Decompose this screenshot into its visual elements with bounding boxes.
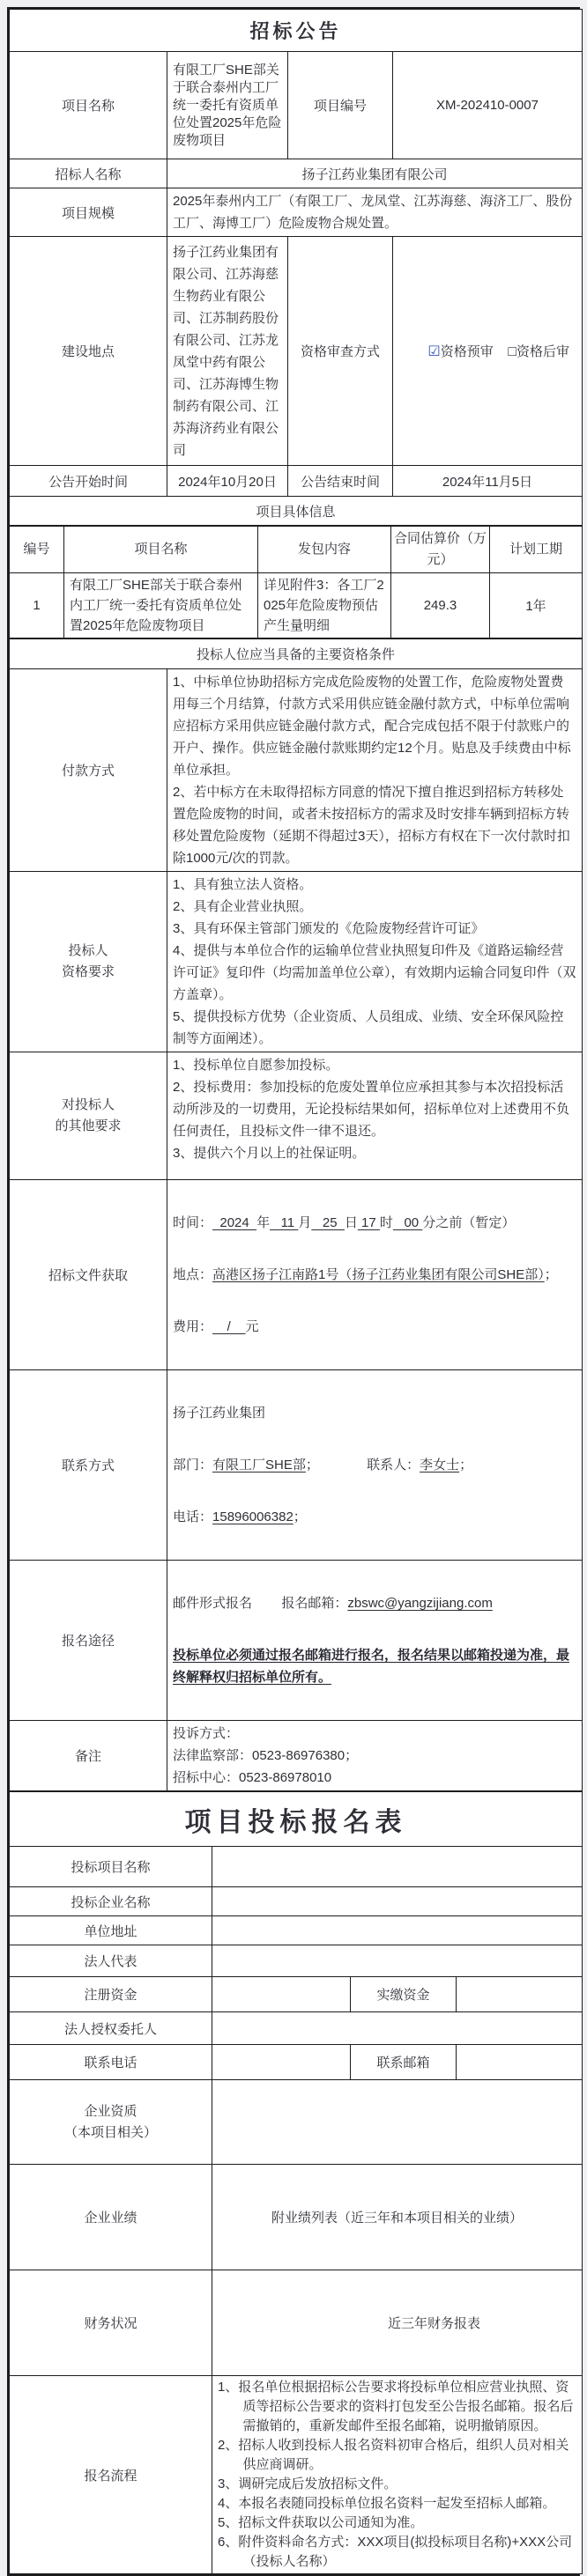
table-row [10, 573, 583, 638]
payment-method-content [167, 669, 583, 872]
project-no-label: 项目编号 [288, 52, 393, 159]
doc-time-day-unit: 日 [344, 1215, 358, 1230]
project-name-label: 项目名称 [10, 52, 167, 159]
company-qualification-label [10, 2080, 212, 2165]
doc-time-month-unit: 月 [298, 1215, 312, 1230]
signup-route-label: 报名途径 [10, 1561, 167, 1721]
signup-process-content [212, 2376, 583, 2574]
legal-rep-value [212, 1945, 583, 1977]
contact-person-tail: ； [459, 1458, 473, 1473]
financial-status-label: 财务状况 [10, 2270, 212, 2376]
other-req-label-line2: 的其他要求 [55, 1118, 122, 1133]
project-no-value: XM-202410-0007 [393, 52, 583, 159]
doc-time-label: 时间： [173, 1215, 213, 1230]
detail-row-duration: 1年 [490, 573, 583, 638]
bid-project-name-value [212, 1847, 583, 1887]
signup-gap [252, 1596, 281, 1611]
doc-acquisition-label: 招标文件获取 [10, 1180, 167, 1370]
signup-process-item: 4、本报名表随同投标单位报名资料一起发至招标人邮箱。 [218, 2496, 556, 2511]
bidder-qual-item: 2、具有企业营业执照。 [173, 899, 313, 914]
announcement-table [9, 9, 583, 526]
post-qualification-checkbox-unchecked[interactable]: □ [508, 344, 517, 359]
contact-dept-value: 有限工厂SHE部 [212, 1458, 306, 1473]
bidder-qual-item: 4、提供与本单位合作的运输单位营业执照复印件及《道路运输经营许可证》复印件（均需加盖单位公章），有效期内运输合同复印件（双方盖章）。 [173, 943, 576, 1002]
announce-start-value: 2024年10月20日 [167, 466, 288, 497]
bidder-qualification-header: 投标人位应当具备的主要资格条件 [10, 639, 583, 669]
doc-time-year: 2024 [212, 1215, 257, 1230]
location-value: 扬子江药业集团有限公司、江苏海慈生物药业有限公司、江苏制药股份有限公司、江苏龙凤堂中药有限公司、江苏海博生物制药有限公司、江苏海济药业有限公司 [167, 237, 288, 466]
contact-person-label: 联系人： [367, 1458, 420, 1473]
bidder-qual-item: 1、具有独立法人资格。 [173, 877, 313, 892]
signup-process-item: 6、附件资料命名方式：XXX项目(拟投标项目名称)+XXX公司（投标人名称） [218, 2535, 573, 2569]
contact-email-value [457, 2045, 583, 2080]
bidder-qual-label-line1: 投标人 [68, 943, 108, 958]
detail-row-no: 1 [10, 573, 64, 638]
contact-phone-label: 联系电话 [10, 2045, 212, 2080]
doc-fee-blank: / [212, 1319, 246, 1334]
doc-fee-unit: 元 [245, 1319, 259, 1334]
contact-tel-value: 15896006382 [212, 1509, 294, 1524]
doc-time-hour-unit: 时 [379, 1215, 393, 1230]
doc-addr-line [173, 1264, 576, 1286]
company-address-label: 单位地址 [10, 1916, 212, 1945]
payment-item: 2、若中标方在未取得招标方同意的情况下擅自推迟到招标方转移处置危险废物的时间，或者未按招标方的需求及时安排车辆到招标方转移处置危险废物（延期不得超过3天），招标方有权在下一次付款时扣除1000元/次的罚款。 [173, 785, 570, 866]
announcement-title: 招标公告 [10, 10, 583, 52]
contact-person-value: 李女士 [420, 1458, 460, 1473]
remark-line: 招标中心：0523-86978010 [173, 1770, 332, 1785]
doc-time-minute: 00 [392, 1215, 423, 1230]
doc-fee-label: 费用： [173, 1319, 213, 1334]
registration-form-table [9, 1791, 583, 2574]
other-req-label [10, 1052, 167, 1180]
project-name-value: 有限工厂SHE部关于联合泰州内工厂统一委托有资质单位处置2025年危险废物项目 [167, 52, 288, 159]
project-details-header: 项目具体信息 [10, 497, 583, 526]
contact-tel-label: 电话： [173, 1509, 213, 1524]
doc-addr-label: 地点： [173, 1267, 213, 1282]
scale-label: 项目规模 [10, 188, 167, 237]
contact-content [167, 1370, 583, 1561]
contact-company: 扬子江药业集团 [173, 1406, 266, 1421]
signup-process-item: 2、招标人收到投标人报名资料初审合格后，组织人员对相关供应商调研。 [218, 2438, 569, 2472]
legal-rep-label: 法人代表 [10, 1945, 212, 1977]
payment-method-label: 付款方式 [10, 669, 167, 872]
col-header-duration: 计划工期 [490, 527, 583, 573]
bidder-qual-item: 3、具有环保主管部门颁发的《危险废物经营许可证》 [173, 921, 485, 936]
signup-route-content [167, 1561, 583, 1721]
contact-gap [319, 1458, 367, 1473]
registered-capital-label: 注册资金 [10, 1977, 212, 2012]
contact-phone-value [212, 2045, 351, 2080]
remark-label: 备注 [10, 1721, 167, 1791]
bidder-qual-label-line2: 资格要求 [61, 964, 115, 979]
scale-value: 2025年泰州内工厂（有限工厂、龙凤堂、江苏海慈、海济工厂、股份工厂、海博工厂）危险废物合规处置。 [167, 188, 583, 237]
contact-email-label: 联系邮箱 [351, 2045, 457, 2080]
announce-start-label: 公告开始时间 [10, 466, 167, 497]
company-qualification-label-line2: （本项目相关） [63, 2124, 157, 2140]
bidder-qual-label [10, 872, 167, 1052]
qual-review-label: 资格审查方式 [288, 237, 393, 466]
company-address-value [212, 1916, 583, 1945]
authorized-attorney-label: 法人授权委托人 [10, 2012, 212, 2045]
doc-fee-line [173, 1316, 576, 1338]
contact-tel-line [173, 1506, 576, 1528]
conditions-table [9, 638, 583, 1791]
company-qualification-label-line1: 企业资质 [84, 2103, 137, 2119]
post-qualification-label: 资格后审 [516, 344, 570, 359]
other-req-item: 2、投标费用：参加投标的危废处置单位应承担其参与本次招投标活动所涉及的一切费用，无论投标结果如何，招标单位对上述费用不负任何责任，且投标文件一律不退还。 [173, 1080, 570, 1139]
signup-process-label: 报名流程 [10, 2376, 212, 2574]
tenderer-label: 招标人名称 [10, 159, 167, 188]
doc-acquisition-content [167, 1180, 583, 1370]
company-performance-label: 企业业绩 [10, 2165, 212, 2270]
doc-time-minute-unit: 分之 [422, 1215, 450, 1230]
contact-dept-label: 部门： [173, 1458, 213, 1473]
col-header-no: 编号 [10, 527, 64, 573]
payment-item: 1、中标单位协助招标方完成危险废物的处置工作，危险废物处置费用每三个月结算，付款方式采用供应链金融付款方式，中标单位需响应招标方采用供应链金融付款方式，配合完成包括不限于付款账户的开户、操作。供应链金融付款账期约定12个月。贴息及手续费由中标单位承担。 [173, 675, 571, 778]
contact-label: 联系方式 [10, 1370, 167, 1561]
company-qualification-value [212, 2080, 583, 2165]
col-header-name: 项目名称 [64, 527, 258, 573]
signup-email-value: zbswc@yangzijiang.com [347, 1596, 493, 1611]
document-sheet [7, 7, 580, 2576]
doc-time-line [173, 1212, 576, 1234]
contact-dept-tail: ； [305, 1458, 319, 1473]
doc-addr-tail: ； [544, 1267, 558, 1282]
remark-line: 投诉方式： [173, 1726, 240, 1741]
bid-company-name-label: 投标企业名称 [10, 1887, 212, 1916]
remark-line: 法律监察部：0523-86976380； [173, 1748, 359, 1763]
authorized-attorney-value [212, 2012, 583, 2045]
announce-end-value: 2024年11月5日 [393, 466, 583, 497]
signup-email-label: 报名邮箱： [281, 1596, 348, 1611]
col-header-content: 发包内容 [258, 527, 391, 573]
bid-company-name-value [212, 1887, 583, 1916]
doc-time-tail: 前（暂定） [449, 1215, 516, 1230]
detail-row-content: 详见附件3：各工厂2025年危险废物预估产生量明细 [258, 573, 391, 638]
bid-project-name-label: 投标项目名称 [10, 1847, 212, 1887]
doc-time-day: 25 [311, 1215, 345, 1230]
doc-time-hour: 17 [357, 1215, 380, 1230]
tenderer-value: 扬子江药业集团有限公司 [167, 159, 583, 188]
signup-email-line [173, 1592, 576, 1614]
other-req-item: 1、投标单位自愿参加投标。 [173, 1058, 339, 1073]
financial-status-value: 近三年财务报表 [212, 2270, 583, 2376]
signup-notice: 投标单位必须通过报名邮箱进行报名，报名结果以邮箱投递为准，最终解释权归招标单位所有。 [173, 1648, 570, 1685]
signup-process-item: 1、报名单位根据招标公告要求将投标单位相应营业执照、资质等招标公告要求的资料打包发至公告报名邮箱。报名后需撤销的，重新发邮件至报名邮箱，说明撤销原因。 [218, 2380, 574, 2433]
checkbox-gap [494, 344, 509, 359]
company-performance-value: 附业绩列表（近三年和本项目相关的业绩） [212, 2165, 583, 2270]
qual-review-options [393, 237, 583, 466]
paid-capital-value [457, 1977, 583, 2012]
contact-tel-tail: ； [293, 1509, 307, 1524]
bidder-qual-content [167, 872, 583, 1052]
doc-addr-value: 高港区扬子江南路1号（扬子江药业集团有限公司SHE部） [212, 1267, 545, 1282]
detail-row-price: 249.3 [391, 573, 490, 638]
registered-capital-value [212, 1977, 351, 2012]
pre-qualification-checkbox-checked[interactable]: ☑ [427, 344, 441, 359]
location-label: 建设地点 [10, 237, 167, 466]
doc-time-month: 11 [270, 1215, 299, 1230]
registration-form-title: 项目投标报名表 [10, 1792, 583, 1847]
detail-row-name: 有限工厂SHE部关于联合泰州内工厂统一委托有资质单位处置2025年危险废物项目 [64, 573, 258, 638]
other-req-content [167, 1052, 583, 1180]
signup-mode: 邮件形式报名 [173, 1596, 253, 1611]
other-req-item: 3、提供六个月以上的社保证明。 [173, 1146, 366, 1161]
col-header-price: 合同估算价（万元） [391, 527, 490, 573]
doc-time-year-unit: 年 [256, 1215, 271, 1230]
paid-capital-label: 实缴资金 [351, 1977, 457, 2012]
signup-process-item: 5、招标文件获取以公司通知为准。 [218, 2515, 424, 2530]
contact-dept-line [173, 1454, 576, 1476]
pre-qualification-label: 资格预审 [440, 344, 494, 359]
bidder-qual-item: 5、提供投标方优势（企业资质、人员组成、业绩、安全环保风险控制等方面阐述）。 [173, 1009, 564, 1046]
other-req-label-line1: 对投标人 [61, 1097, 115, 1112]
detail-table [9, 526, 583, 638]
signup-process-item: 3、调研完成后发放招标文件。 [218, 2476, 398, 2491]
remark-content [167, 1721, 583, 1791]
announce-end-label: 公告结束时间 [288, 466, 393, 497]
